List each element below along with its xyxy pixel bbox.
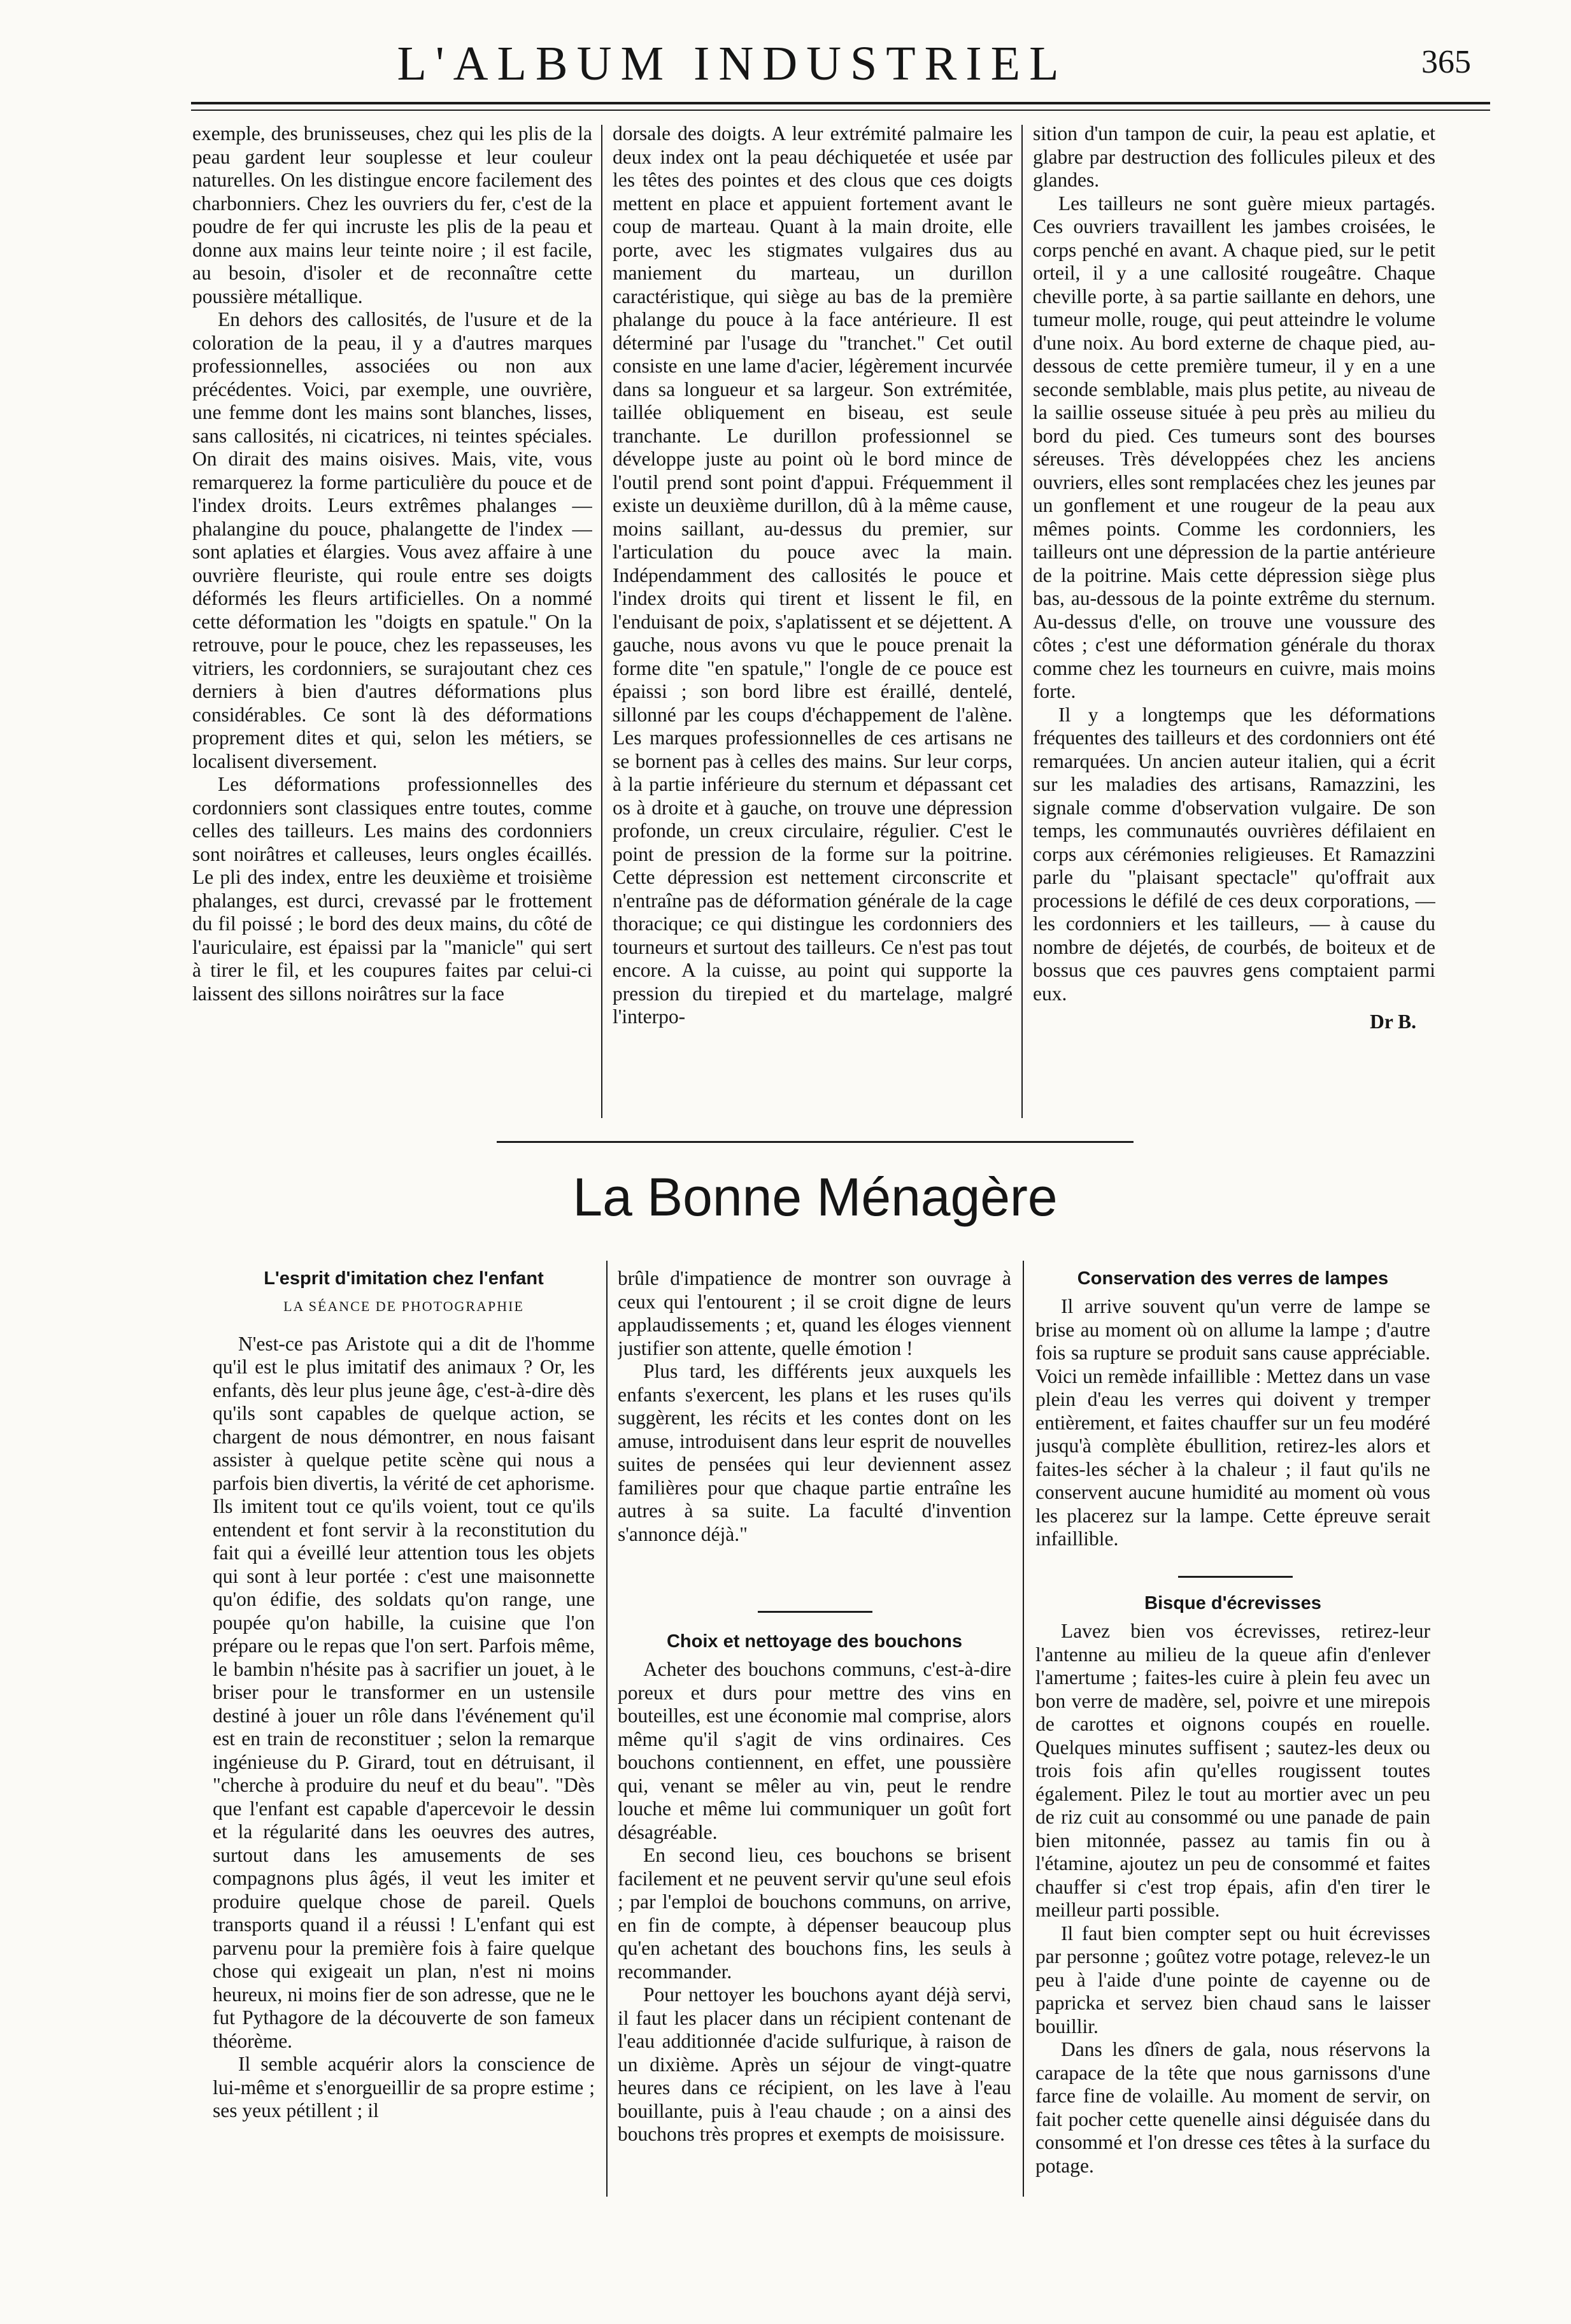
paragraph: Acheter des bouchons communs, c'est-à-dire poreux et durs pour mettre des vins en bouteilles, est une économie mal comprise, alors même qu'il s'agit de vins ordinaires. Ces bouchons contiennent, en effet, une poussière qui, venant se mêler au vin, peut le rendre louche et même lui communiquer un goût fort désagréable.: [618, 1658, 1011, 1843]
column-divider: [601, 125, 602, 1118]
article-title: Choix et nettoyage des bouchons: [666, 1631, 963, 1652]
column-divider: [606, 1261, 608, 2197]
article-column-2: [613, 122, 1013, 1116]
column-divider: [1021, 125, 1023, 1118]
paragraph: exemple, des brunisseuses, chez qui les plis de la peau gardent leur souplesse et leur couleur naturelles. On les distingue encore facilement des charbonniers. Chez les ouvriers du fer, c'est de la poudre de fer qui incruste les plis de la peau et donne aux mains leur teinte noire ; il est facile, au besoin, d'isoler et de reconnaître cette poussière métallique.: [192, 122, 592, 308]
paragraph: Lavez bien vos écrevisses, retirez-leur l'antenne au milieu de la queue afin d'enlever l'amertume ; faites-les cuire à plein feu avec un bon verre de madère, sel, poivre et une mirepois de carottes et oignons coupés en rouelle. Quelques minutes suffisent ; sautez-les deux ou trois fois afin qu'elles rougissent toutes également. Pilez le tout au mortier avec un peu de riz cuit au consommé ou une panade de pain bien mitonnée, passez au tamis fin ou à l'étamine, ajoutez un peu de consommé et faites chauffer si c'est trop épais, afin d'en tirer le meilleur parti possible.: [1035, 1620, 1430, 1921]
section-separator: [497, 1141, 1134, 1143]
signature: Dr B.: [1370, 1010, 1416, 1033]
paragraph: N'est-ce pas Aristote qui a dit de l'homme qu'il est le plus imitatif des animaux ? Or, les enfants, dès leur plus jeune âge, c'est-à-dire dès qu'ils sont capables de quelque action, se chargent de nous démontrer, en nous faisant assister à quelque petite scène qui nous a parfois bien divertis, la vérité de cet aphorisme. Ils imitent tout ce qu'ils voient, tout ce qu'ils entendent et font servir à la reconstitution du fait qui a éveillé leur attention tous les objets qui sont à leur portée : c'est une maisonnette qu'on édifie, des soldats qu'on range, une poupée qu'on habille, la cuisine que l'on prépare ou le repas que l'on sert. Parfois même, le bambin n'hésite pas à sacrifier un jouet, à le briser pour le transformer en un ustensile destiné à jouer un rôle dans l'événement qu'il est en train de reconstituer ; selon la remarque ingénieuse du P. Girard, tout en détruisant, il "cherche à produire du neuf et du beau". "Dès que l'enfant est capable d'apercevoir le dessin et la régularité dans les oeuvres des autres, surtout dans les amusements de ses compagnons plus âgés, il veut les imiter et produire quelque chose de pareil. Quels transports quand il a réussi ! L'enfant qui est parvenu pour la première fois à faire quelque chose qui exigeait un plan, n'est ni moins heureux, ni moins fier de son adresse, que ne le fut Pythagore de la découverte de son fameux théorème.: [213, 1332, 595, 2052]
article-title: L'esprit d'imitation chez l'enfant: [264, 1268, 544, 1289]
paragraph: En second lieu, ces bouchons se brisent facilement et ne peuvent servir qu'une seul efois ; par l'emploi de bouchons communs, on arrive, en fin de compte, à dépenser beaucoup plus qu'en achetant des bouchons fins, les seuls à recommander.: [618, 1844, 1011, 1983]
article-title: Bisque d'écrevisses: [1144, 1593, 1321, 1613]
running-header-title: L'ALBUM INDUSTRIEL: [397, 37, 1068, 90]
page-number: 365: [1421, 44, 1471, 80]
paragraph: Les déformations professionnelles des cordonniers sont classiques entre toutes, comme celles des tailleurs. Les mains des cordonniers sont noirâtres et calleuses, leurs ongles écaillés. Le pli des index, entre les deuxième et troisième phalanges, est durci, crevassé par le frottement du fil poissé ; le bord des deux mains, du côté de l'auriculaire, est épaissi par la "manicle" qui sert à tirer le fil, et les coupures faites par celui-ci laissent des sillons noirâtres sur la face: [192, 773, 592, 1005]
header-rule-top: [191, 102, 1490, 104]
imitation-article: [213, 1267, 595, 2222]
paragraph: En dehors des callosités, de l'usure et de la coloration de la peau, il y a d'autres marques professionnelles, associées ou non aux précédentes. Voici, par exemple, une ouvrière, une femme dont les mains sont blanches, lisses, sans callosités, ni cicatrices, ni teintes spéciales. On dirait des mains oisives. Mais, vite, vous remarquerez la forme particulière du pouce et de l'index droits. Leurs extrêmes phalanges — phalangine du pouce, phalangette de l'index — sont aplaties et élargies. Vous avez affaire à une ouvrière fleuriste, qui roule entre ses doigts déformés les fleurs artificielles. On a nommé cette déformation les "doigts en spatule." On la retrouve, pour le pouce, chez les repasseuses, les vitriers, les cordonniers, se surajoutant chez ces derniers à bien d'autres déformations plus considérables. Ce sont là des déformations proprement dites et qui, selon les métiers, se localisent diversement.: [192, 308, 592, 772]
paragraph: sition d'un tampon de cuir, la peau est aplatie, et glabre par destruction des follicules pileux et des glandes.: [1033, 122, 1435, 191]
section-title: La Bonne Ménagère: [572, 1167, 1058, 1227]
bouchons-article: [618, 1630, 1011, 2203]
article-separator: [758, 1611, 872, 1613]
paragraph: Dans les dîners de gala, nous réservons la carapace de la tête que nous garnissons d'une farce fine de volaille. Au moment de servir, on fait pocher cette quenelle ainsi déguisée dans du consommé et l'on dresse ces têtes à la surface du potage.: [1035, 2038, 1430, 2177]
paragraph: Il semble acquérir alors la conscience de lui-même et s'enorgueillir de sa propre estime ; ses yeux pétillent ; il: [213, 2053, 595, 2122]
article-column-3: [1033, 122, 1435, 1141]
paragraph: Plus tard, les différents jeux auxquels les enfants s'exercent, les plans et les ruses qu'ils suggèrent, les récits et les contes dont on les amuse, introduisent dans leur esprit de nouvelles suites de pensées qui leur deviennent assez familières pour que chaque partie entraîne les autres à sa suite. La faculté d'invention s'annonce déjà.": [618, 1360, 1011, 1545]
article-column-1: [192, 122, 592, 1116]
paragraph: Il faut bien compter sept ou huit écrevisses par personne ; goûtez votre potage, relevez-le un peu à l'aide d'une pointe de cayenne ou de papricka et servez bien chaud sans le laisser bouillir.: [1035, 1922, 1430, 2037]
verres-article: [1035, 1267, 1430, 1624]
paragraph: Pour nettoyer les bouchons ayant déjà servi, il faut les placer dans un récipient contenant de l'eau additionnée d'acide sulfurique, à raison de un dixième. Après un séjour de vingt-quatre heures dans ce récipient, on les lave à l'eau bouillante, puis à l'eau chaude ; on a ainsi des bouchons très propres et exempts de moisissure.: [618, 1983, 1011, 2145]
paragraph: Il arrive souvent qu'un verre de lampe se brise au moment où on allume la lampe ; d'autre fois sa rupture se produit sans cause appréciable. Voici un remède infaillible : Mettez dans un vase plein d'eau les verres qui doivent y tremper entièrement, et faites chauffer sur un feu modéré jusqu'à complète ébullition, retirez-les alors et faites-les sécher à la chaleur ; il faut qu'ils ne conservent aucune humidité au moment où vous les placerez sur la lampe. Cette épreuve serait infaillible.: [1035, 1295, 1430, 1550]
paragraph: brûle d'impatience de montrer son ouvrage à ceux qui l'entourent ; il se croit digne de leurs applaudissements ; et, quand les éloges viennent justifier son attente, quelle émotion !: [618, 1267, 1011, 1359]
paragraph: dorsale des doigts. A leur extrémité palmaire les deux index ont la peau déchiquetée et usée par les têtes des pointes et des clous que ces doigts mettent en place et appuient fortement avant le coup de marteau. Quant à la main droite, elle porte, avec les stigmates vulgaires dus au maniement du marteau, un durillon caractéristique, qui siège au bas de la première phalange du pouce à la face antérieure. Il est déterminé par l'usage du "tranchet." Cet outil consiste en une lame d'acier, légèrement incurvée dans sa longueur et sa largeur. Son extrémitée, taillée obliquement en biseau, est seule tranchante. Le durillon professionnel se développe juste au point où le bord mince de l'outil prend sont point d'appui. Fréquemment il existe un deuxième durillon, dû à la même cause, moins saillant, au-dessus du premier, sur l'articulation du pouce avec la main. Indépendamment des callosités le pouce et l'index droits qui tirent et lissent le fil, en l'enduisant de poix, s'aplatissent et se déjettent. A gauche, nous avons vu que le pouce prenait la forme dite "en spatule," l'ongle de ce pouce est épaissi ; son bord libre est éraillé, dentelé, sillonné par les coups d'échappement de l'alène. Les marques professionnelles de ces artisans ne se bornent pas à celles des mains. Sur leur corps, à la partie inférieure du sternum et dépassant cet os à droite et à gauche, on trouve une dépression profonde, un creux circulaire, régulier. C'est le point de pression de la forme sur la poitrine. Cette dépression est nettement circonscrite et n'entraîne pas de déformation générale de la cage thoracique; ce qui distingue les cordonniers des tourneurs et surtout des tailleurs. Ce n'est pas tout encore. A la cuisse, au point qui supporte la pression du tirepied et du martelage, malgré l'interpo-: [613, 122, 1013, 1028]
imitation-continued: [618, 1267, 1011, 1624]
paragraph: Les tailleurs ne sont guère mieux partagés. Ces ouvriers travaillent les jambes croisées, le corps penché en avant. A chaque pied, sur le petit orteil, il y a une callosité rougeâtre. Chaque cheville porte, à sa partie saillante en dehors, une tumeur molle, rouge, qui peut atteindre le volume d'une noix. Au bord externe de chaque pied, au-dessous de cette première tumeur, il y en a une seconde semblable, mais plus petite, au niveau de la saillie osseuse située à peu près au milieu du bord du pied. Ces tumeurs sont des bourses séreuses. Très développées chez les anciens ouvriers, elles sont remplacées chez les jeunes par un gonflement et une rougeur de la peau aux mêmes points. Comme les cordonniers, les tailleurs ont une dépression de la partie antérieure de la poitrine. Mais cette dépression siège plus bas, au-dessous de la pointe extrême du sternum. Au-dessus d'elle, on trouve une voussure des côtes ; c'est une déformation générale du thorax comme chez les tourneurs en cuivre, mais moins forte.: [1033, 192, 1435, 702]
column-divider: [1023, 1261, 1024, 2197]
article-title: Conservation des verres de lampes: [1077, 1268, 1389, 1289]
bisque-article: [1035, 1592, 1430, 2241]
article-subtitle: LA SÉANCE DE PHOTOGRAPHIE: [283, 1298, 524, 1314]
paragraph: Il y a longtemps que les déformations fréquentes des tailleurs et des cordonniers ont été remarquées. Un ancien auteur italien, qui a écrit sur les maladies des artisans, Ramazzini, les signale comme d'observation vulgaire. De son temps, les communautés ouvrières défilaient en corps aux cérémonies religieuses. Et Ramazzini parle du "plaisant spectacle" qu'offrait aux processions le défilé de ces deux corporations, — les cordonniers et les tailleurs, — à cause du nombre de déjetés, de courbés, de boiteux et de bossus que ces pauvres gens comptaient parmi eux.: [1033, 703, 1435, 1005]
header-rule-bottom: [191, 110, 1490, 111]
article-separator: [1178, 1576, 1293, 1578]
